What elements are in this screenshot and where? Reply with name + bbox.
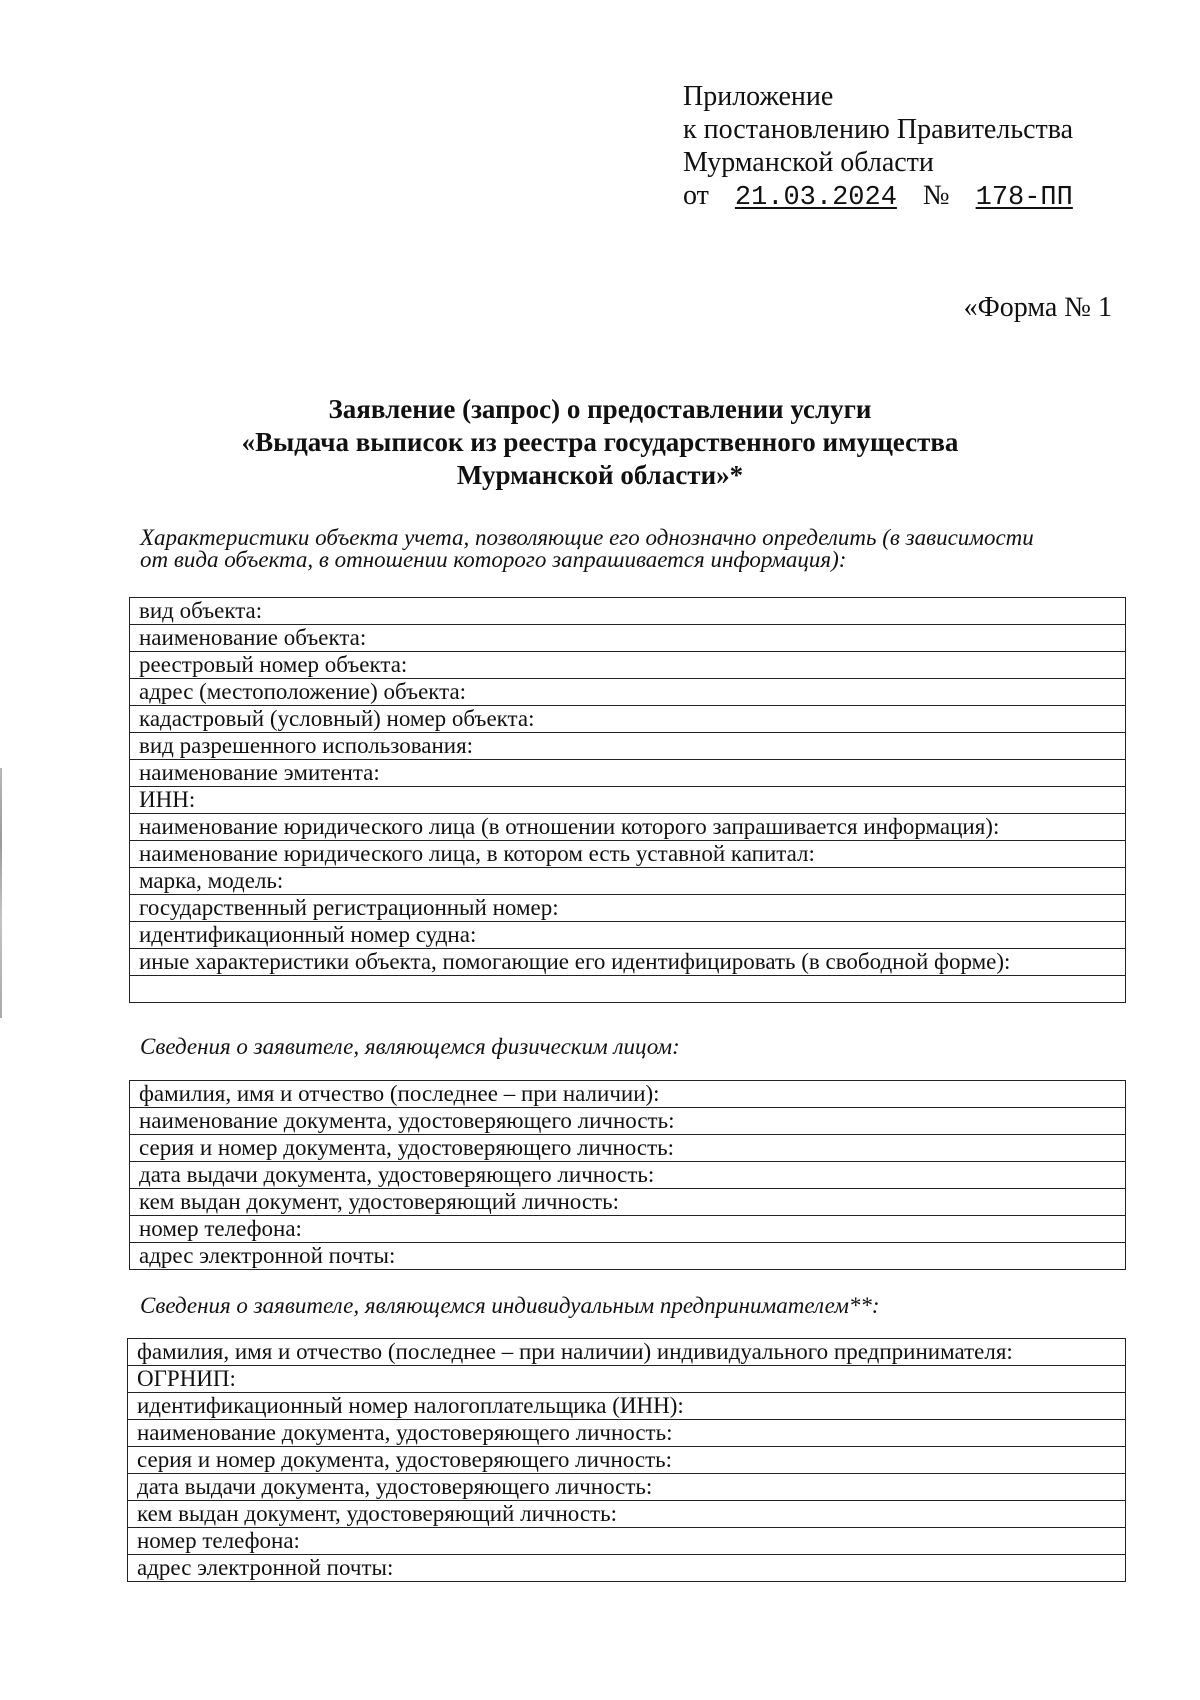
table-row <box>128 1393 1126 1420</box>
table-row <box>130 625 1126 652</box>
form-field-label: дата выдачи документа, удостоверяющего личность: <box>130 1162 1126 1189</box>
form-field-label: наименование объекта: <box>130 625 1126 652</box>
appendix-line-1: Приложение <box>683 81 834 112</box>
form-field-label: фамилия, имя и отчество (последнее – при наличии): <box>130 1081 1126 1108</box>
form-field-label: ИНН: <box>130 787 1126 814</box>
table-row <box>130 1243 1126 1270</box>
table-row <box>130 733 1126 760</box>
form-field-label: реестровый номер объекта: <box>130 652 1126 679</box>
table-row <box>130 652 1126 679</box>
form-field-label: наименование юридического лица, в котором есть уставной капитал: <box>130 841 1126 868</box>
form-field-label: фамилия, имя и отчество (последнее – при наличии) индивидуального предпринимателя: <box>128 1339 1126 1366</box>
table-row <box>128 1339 1126 1366</box>
appendix-number-sign: № <box>922 180 950 211</box>
form-field-label: номер телефона: <box>128 1528 1126 1555</box>
table-row <box>128 1366 1126 1393</box>
form-field-label: серия и номер документа, удостоверяющего личность: <box>130 1135 1126 1162</box>
table-row <box>130 814 1126 841</box>
table-row <box>130 598 1126 625</box>
form-field-label: ОГРНИП: <box>128 1366 1126 1393</box>
form-field-label: марка, модель: <box>130 868 1126 895</box>
table-row <box>130 841 1126 868</box>
appendix-date-line <box>683 179 1073 215</box>
form-field-label: адрес электронной почты: <box>130 1243 1126 1270</box>
title-line-1: Заявление (запрос) о предоставлении услуги <box>328 394 872 424</box>
form-field-label: адрес (местоположение) объекта: <box>130 679 1126 706</box>
individual-applicant-table <box>129 1080 1126 1270</box>
table-row <box>128 1555 1126 1582</box>
table-row <box>130 679 1126 706</box>
table-row <box>130 760 1126 787</box>
object-characteristics-table <box>129 597 1126 1003</box>
title-line-3: Мурманской области»* <box>456 460 744 490</box>
form-field-label: идентификационный номер судна: <box>130 922 1126 949</box>
table-row <box>130 868 1126 895</box>
form-field-label: иные характеристики объекта, помогающие его идентифицировать (в свободной форме): <box>130 949 1126 976</box>
form-field-label: кем выдан документ, удостоверяющий личность: <box>128 1501 1126 1528</box>
appendix-line-3: Мурманской области <box>683 147 934 178</box>
table-row <box>128 1474 1126 1501</box>
form-field-label: номер телефона: <box>130 1216 1126 1243</box>
table-row <box>130 976 1126 1003</box>
table-row <box>128 1420 1126 1447</box>
table-row <box>130 1216 1126 1243</box>
form-field-label: наименование документа, удостоверяющего личность: <box>128 1420 1126 1447</box>
table-row <box>130 1162 1126 1189</box>
form-number: «Форма № 1 <box>963 292 1112 323</box>
entrepreneur-section-caption: Сведения о заявителе, являющемся индивидуальным предпринимателем**: <box>140 1293 880 1318</box>
table-row <box>130 1135 1126 1162</box>
free-form-field[interactable] <box>130 976 1126 1003</box>
object-caption-line-2: от вида объекта, в отношении которого запрашивается информация): <box>140 547 847 572</box>
object-caption-line-1: Характеристики объекта учета, позволяющие его однозначно определить (в зависимости <box>140 525 1034 550</box>
entrepreneur-applicant-table <box>127 1338 1126 1582</box>
form-field-label: идентификационный номер налогоплательщика (ИНН): <box>128 1393 1126 1420</box>
table-row <box>130 787 1126 814</box>
form-field-label: наименование документа, удостоверяющего личность: <box>130 1108 1126 1135</box>
table-row <box>130 706 1126 733</box>
document-title <box>0 393 1200 492</box>
form-field-label: серия и номер документа, удостоверяющего личность: <box>128 1447 1126 1474</box>
table-row <box>130 1108 1126 1135</box>
title-line-2: «Выдача выписок из реестра государственного имущества <box>241 427 959 457</box>
appendix-block <box>683 80 1073 215</box>
form-field-label: наименование эмитента: <box>130 760 1126 787</box>
form-field-label: адрес электронной почты: <box>128 1555 1126 1582</box>
form-field-label: государственный регистрационный номер: <box>130 895 1126 922</box>
table-row <box>128 1528 1126 1555</box>
object-section-caption <box>140 527 1100 571</box>
appendix-line-2: к постановлению Правительства <box>683 114 1074 145</box>
form-field-label: кем выдан документ, удостоверяющий личность: <box>130 1189 1126 1216</box>
scan-edge-mark <box>0 768 2 1018</box>
form-field-label: наименование юридического лица (в отношении которого запрашивается информация): <box>130 814 1126 841</box>
form-field-label: вид объекта: <box>130 598 1126 625</box>
table-row <box>128 1501 1126 1528</box>
appendix-number: 178-ПП <box>975 183 1073 213</box>
table-row <box>128 1447 1126 1474</box>
table-row <box>130 922 1126 949</box>
appendix-date: 21.03.2024 <box>734 183 897 213</box>
appendix-date-prefix: от <box>683 180 709 211</box>
table-row <box>130 949 1126 976</box>
form-field-label: дата выдачи документа, удостоверяющего личность: <box>128 1474 1126 1501</box>
form-field-label: кадастровый (условный) номер объекта: <box>130 706 1126 733</box>
table-row <box>130 1081 1126 1108</box>
table-row <box>130 1189 1126 1216</box>
table-row <box>130 895 1126 922</box>
form-field-label: вид разрешенного использования: <box>130 733 1126 760</box>
individual-section-caption: Сведения о заявителе, являющемся физическим лицом: <box>140 1034 680 1059</box>
